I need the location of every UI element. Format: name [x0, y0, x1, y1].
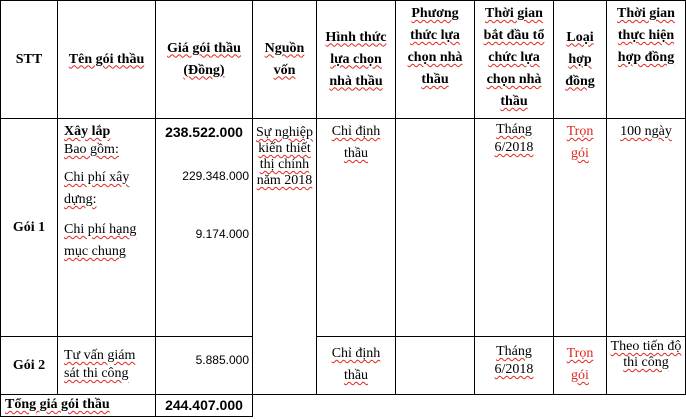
- package1-name-cell: [58, 119, 156, 337]
- header-selection-method: Phương thức lựa chọn nhà thầu: [396, 1, 475, 119]
- header-row: [1, 1, 686, 119]
- total-value: 244.407.000: [156, 395, 253, 417]
- package1-price-total: 238.522.000: [165, 124, 243, 140]
- package1-selection-method: [396, 119, 475, 337]
- package1-contract-type: Trọn gói: [554, 119, 607, 337]
- package1-price-item2: 9.174.000: [195, 227, 249, 241]
- package1-name-item2: Chi phí hạng mục chung: [64, 222, 137, 259]
- package2-start-time: Tháng 6/2018: [475, 337, 554, 395]
- header-package-name: Tên gói thầu: [58, 1, 156, 119]
- package1-start-time: Tháng 6/2018: [475, 119, 554, 337]
- header-fund-source: Nguồn vốn: [253, 1, 317, 119]
- header-contract-type: Loại hợp đồng: [554, 1, 607, 119]
- package1-price-cell: [156, 119, 253, 337]
- header-package-price: Giá gói thầu (Đồng): [156, 1, 253, 119]
- header-contract-duration: Thời gian thực hiện hợp đồng: [607, 1, 686, 119]
- total-empty: [253, 395, 686, 417]
- header-stt: STT: [1, 1, 58, 119]
- package1-name-item1: Chi phí xây dựng:: [64, 170, 130, 207]
- total-label: Tổng giá gói thầu: [1, 395, 156, 417]
- package2-selection-form: Chỉ định thầu: [317, 337, 396, 395]
- package2-stt: Gói 2: [1, 337, 58, 395]
- total-row: [1, 395, 686, 417]
- package1-duration: 100 ngày: [607, 119, 686, 337]
- package2-name: Tư vấn giám sát thi công: [58, 337, 156, 395]
- package1-price-item1: 229.348.000: [182, 169, 249, 183]
- package1-selection-form: Chỉ định thầu: [317, 119, 396, 337]
- package1-name-title: Xây lắp: [64, 124, 111, 139]
- header-start-time: Thời gian bắt đầu tổ chức lựa chọn nhà thầu: [475, 1, 554, 119]
- package2-price: 5.885.000: [156, 337, 253, 395]
- package1-name-includes: Bao gồm:: [64, 142, 119, 157]
- package1-stt: Gói 1: [1, 119, 58, 337]
- package2-contract-type: Trọn gói: [554, 337, 607, 395]
- fund-source-cell: Sự nghiệp kiến thiết thị chính năm 2018: [253, 119, 317, 395]
- package2-row: [1, 337, 686, 395]
- package2-selection-method: [396, 337, 475, 395]
- header-selection-form: Hình thức lựa chọn nhà thầu: [317, 1, 396, 119]
- package2-duration: Theo tiến độ thi công: [607, 337, 686, 395]
- package1-row: [1, 119, 686, 337]
